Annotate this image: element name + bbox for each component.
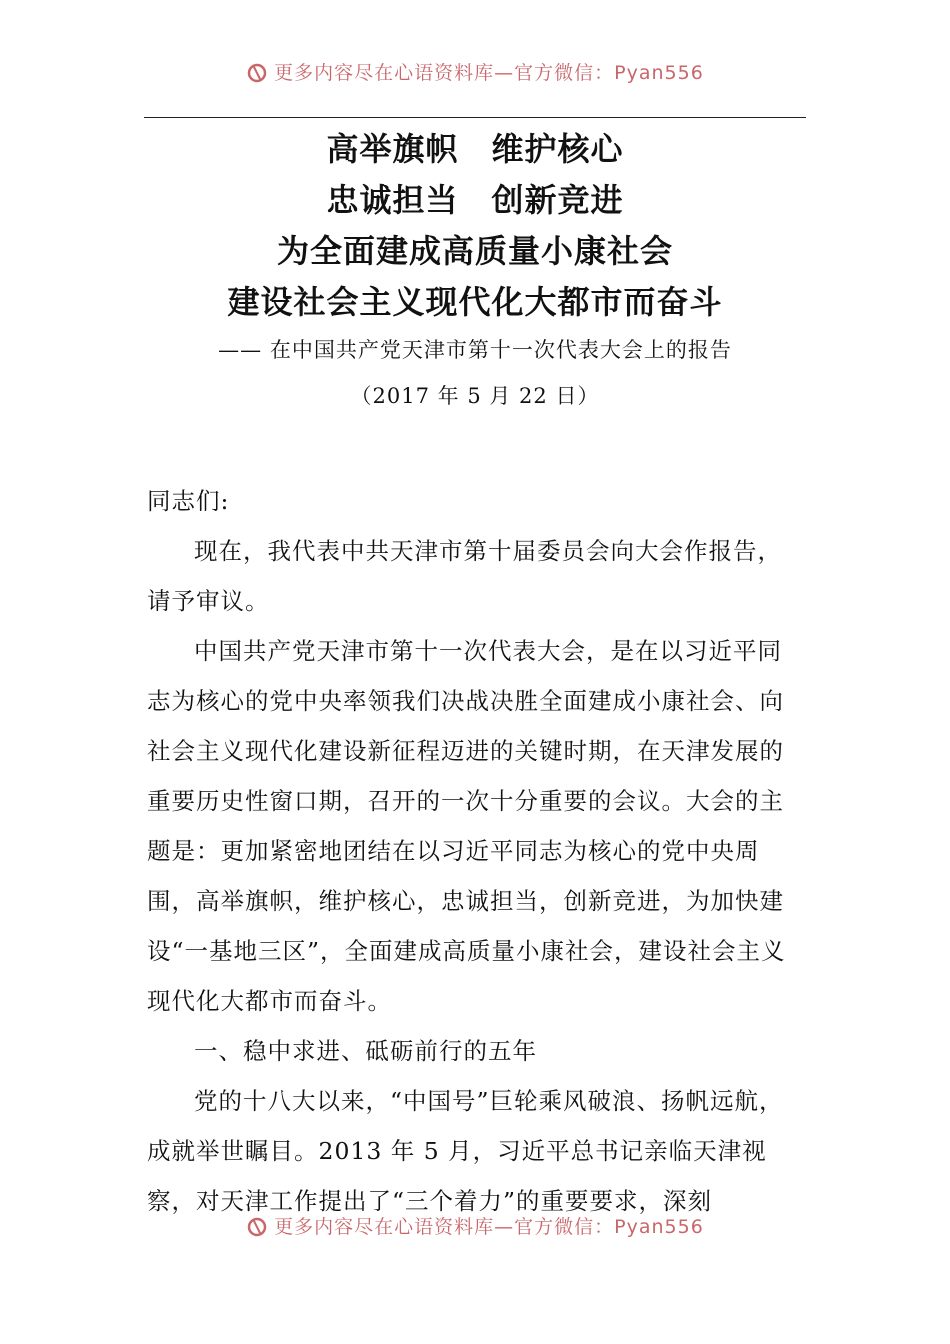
watermark-text: 更多内容尽在心语资料库—官方微信：Pyan556 <box>274 62 704 84</box>
report-date: （2017 年 5 月 22 日） <box>350 384 600 408</box>
title-line-1: 高举旗帜 维护核心 <box>326 130 624 168</box>
title-line-2: 忠诚担当 创新竞进 <box>326 181 624 219</box>
title-line-4: 建设社会主义现代化大都市而奋斗 <box>227 283 723 321</box>
paragraph-2: 中国共产党天津市第十一次代表大会，是在以习近平同志为核心的党中央率领我们决战决胜全面建成小康社会、向社会主义现代化建设新征程迈进的关键时期，在天津发展的重要历史性窗口期，召开的一次十分重要的会议。大会的主题是：更加紧密地团结在以习近平同志为核心的党中央周围，高举旗帜，维护核心，忠诚担当，创新竞进，为加快建设“一基地三区”，全面建成高质量小康社会，建设社会主义现代化大都市而奋斗。 <box>147 637 786 1015</box>
brand-logo-icon <box>246 1215 268 1237</box>
section-heading: 一、稳中求进、砥砺前行的五年 <box>194 1037 537 1065</box>
title-line-3: 为全面建成高质量小康社会 <box>276 232 673 270</box>
paragraph-1: 现在，我代表中共天津市第十届委员会向大会作报告，请予审议。 <box>147 537 782 615</box>
salutation: 同志们: <box>147 487 230 515</box>
header-rule <box>144 117 806 118</box>
watermark-text: 更多内容尽在心语资料库—官方微信：Pyan556 <box>274 1216 704 1238</box>
document-body <box>147 476 803 1226</box>
brand-logo-icon <box>246 61 268 83</box>
watermark-header <box>0 58 950 85</box>
subtitle: —— 在中国共产党天津市第十一次代表大会上的报告 <box>218 338 732 362</box>
paragraph-3: 党的十八大以来，“中国号”巨轮乘风破浪、扬帆远航，成就举世瞩目。2013 年 5 月，习近平总书记亲临天津视察，对天津工作提出了“三个着力”的重要要求，深刻 <box>147 1087 784 1215</box>
watermark-footer <box>0 1212 950 1239</box>
document-header <box>144 124 806 414</box>
